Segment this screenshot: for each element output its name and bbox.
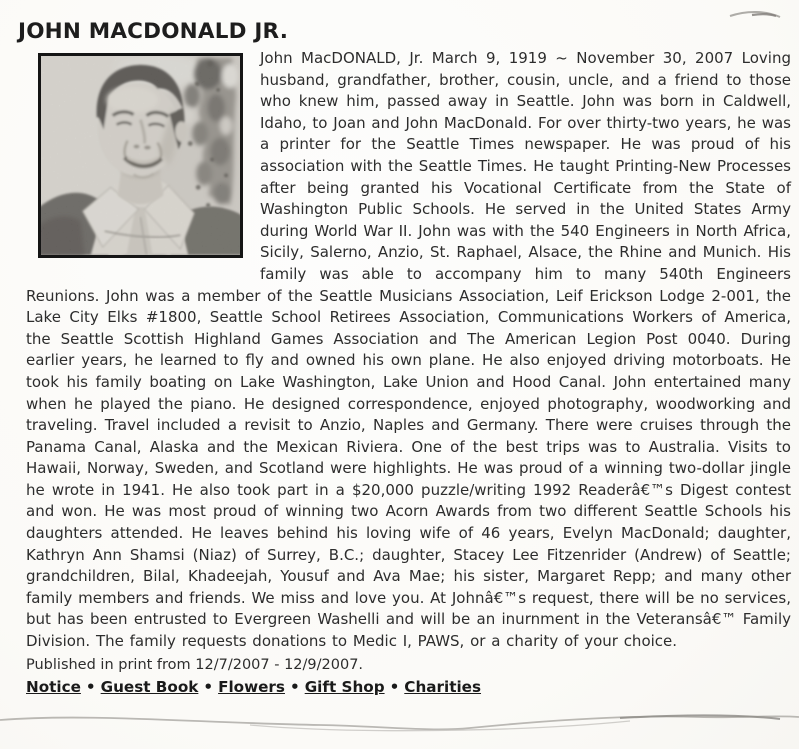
link-flowers[interactable]: Flowers bbox=[218, 677, 285, 696]
obituary-text: John MacDONALD, Jr. March 9, 1919 ~ November 30, 2007 Loving husband, grandfather, brother, cousin, uncle, and a friend to those who knew him, passed away in Seattle. John was born in Caldwell, Idaho, to Joan and John MacDonald. For over thirty-two years, he was a printer for the Seattle Times newspaper. He was proud of his association with the Seattle Times. He taught Printing-New Processes after being granted his Vocational Certificate from the State of Washington Public Schools. He served in the United States Army during World War II. John was with the 540 Engineers in North Africa, Sicily, Salerno, Anzio, St. Raphael, Alsace, the Rhine and Munich. His family was able to accompany him to many 540th Engineers Reunions. John was a member of the Seattle Musicians Association, Leif Erickson Lodge 2-001, the Lake City Elks #1800, Seattle School Retirees Association, Communications Workers of America, the Seattle Scottish Highland Games Association and The American Legion Post 0040. During earlier years, he learned to fly and owned his own plane. He also enjoyed driving motorboats. He took his family boating on Lake Washington, Lake Union and Hood Canal. John entertained many when he played the piano. He designed correspondence, enjoyed photography, woodworking and traveling. Travel included a revisit to Anzio, Naples and Germany. There were cruises through the Panama Canal, Alaska and the Mexican Riviera. One of the best trips was to Australia. Visits to Hawaii, Norway, Sweden, and Scotland were highlights. He was proud of a winning two-dollar jingle he wrote in 1941. He also took part in a $20,000 puzzle/writing 1992 Readerâ€™s Digest contest and won. He was most proud of winning two Acorn Awards from two different Seattle Schools his daughters attended. He leaves behind his loving wife of 46 years, Evelyn MacDonald; daughter, Kathryn Ann Shamsi (Niaz) of Surrey, B.C.; daughter, Stacey Lee Fitzenrider (Andrew) of Seattle; grandchildren, Bilal, Khadeejah, Yousuf and Ava Mae; his sister, Margaret Repp; and many other family members and friends. We miss and love you. At Johnâ€™s request, there will be no services, but has been entrusted to Evergreen Washelli and will be an inurnment in the Veteransâ€™ Family Division. The family requests donations to Medic I, PAWS, or a charity of your choice. bbox=[26, 49, 791, 651]
obituary-body-section bbox=[0, 44, 799, 697]
page-title: JOHN MACDONALD JR. bbox=[18, 19, 289, 44]
bullet-separator: • bbox=[203, 677, 214, 696]
portrait-photo-image bbox=[41, 56, 240, 255]
bullet-separator: • bbox=[389, 677, 400, 696]
footer-links bbox=[26, 677, 791, 697]
portrait-photo bbox=[38, 53, 243, 258]
link-charities[interactable]: Charities bbox=[404, 677, 482, 696]
published-line: Published in print from 12/7/2007 - 12/9/2007. bbox=[26, 656, 364, 673]
bullet-separator: • bbox=[85, 677, 96, 696]
link-notice[interactable]: Notice bbox=[26, 677, 81, 696]
page-edge-squiggle bbox=[0, 704, 799, 744]
link-gift-shop[interactable]: Gift Shop bbox=[304, 677, 385, 696]
bullet-separator: • bbox=[289, 677, 300, 696]
link-guest-book[interactable]: Guest Book bbox=[100, 677, 199, 696]
